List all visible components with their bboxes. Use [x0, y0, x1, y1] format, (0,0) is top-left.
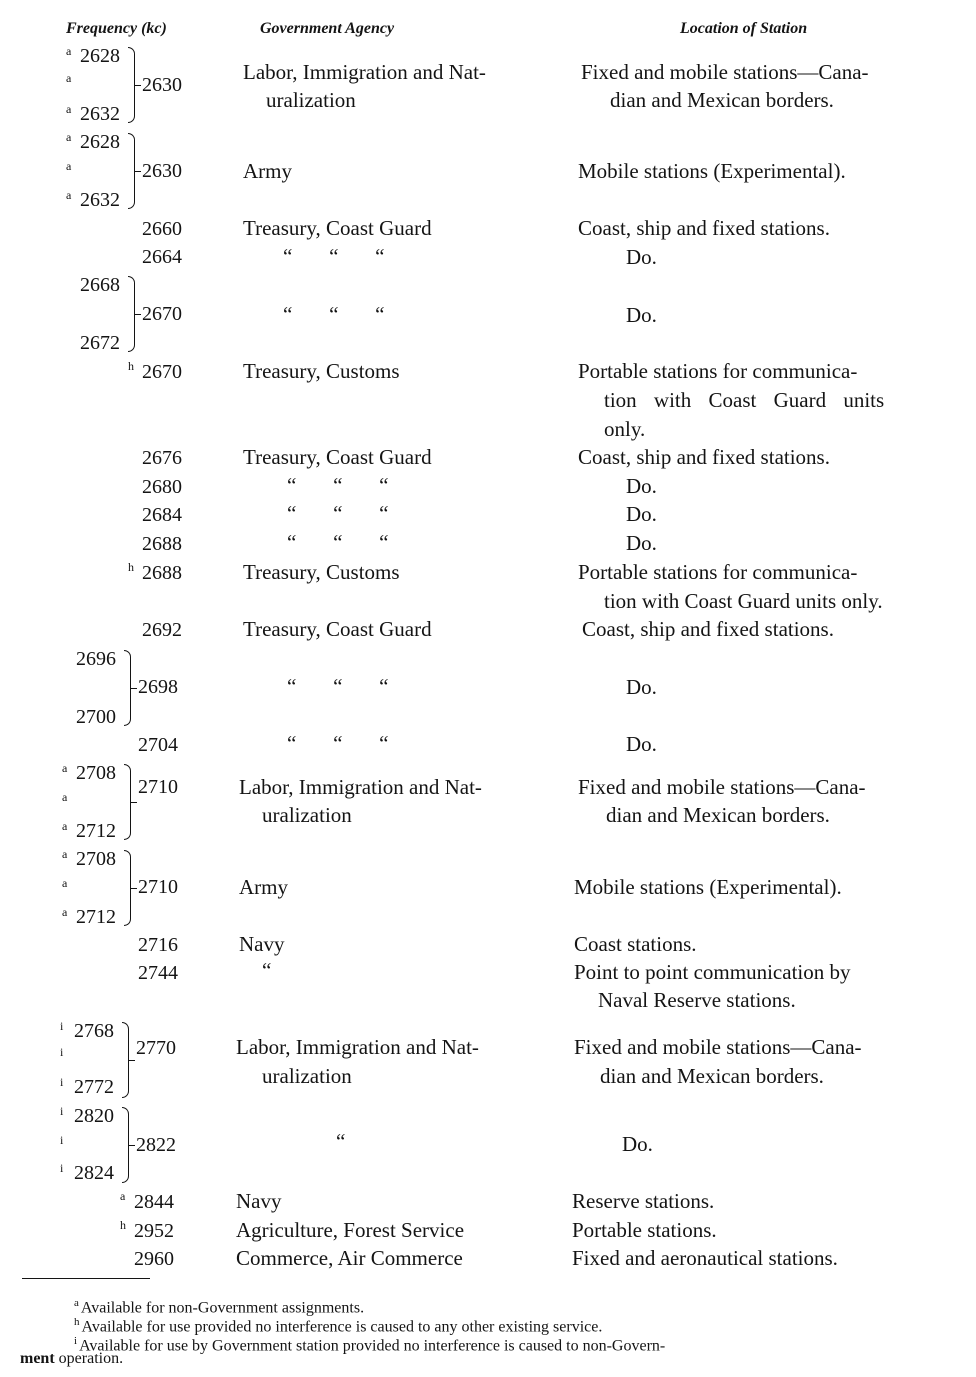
- footnote-mark: h: [74, 1316, 80, 1328]
- ditto-marks: “ “ “: [287, 731, 389, 755]
- frequency-start: 2668: [80, 274, 120, 296]
- footnote-mark: a: [62, 876, 68, 890]
- frequency-center: 2670: [142, 303, 182, 325]
- footnote-text: Available for use provided no interference is caused to any other existing service.: [81, 1318, 603, 1336]
- footnote-text-bold: ment: [20, 1350, 55, 1367]
- location-text: Point to point communication by: [574, 960, 851, 984]
- footnote-mark: i: [60, 1104, 64, 1118]
- footnote-text: Available for use by Government station provided no interference is caused to non-Govern-: [79, 1337, 666, 1355]
- agency-text: Commerce, Air Commerce: [236, 1246, 463, 1270]
- location-text: Reserve stations.: [572, 1189, 715, 1213]
- footnote-mark: i: [60, 1133, 64, 1147]
- frequency: 2716: [138, 934, 178, 956]
- location-text: Portable stations for communica-: [578, 560, 858, 584]
- frequency: 2692: [142, 619, 182, 641]
- footnote-mark: a: [62, 761, 68, 775]
- location-text: Fixed and mobile stations—Cana-: [581, 60, 869, 84]
- frequency-end: 2712: [76, 820, 116, 842]
- footnote-text: operation.: [54, 1350, 124, 1367]
- footnote-mark: a: [66, 44, 72, 58]
- frequency: 2952: [134, 1220, 174, 1242]
- header-agency: Government Agency: [260, 20, 395, 37]
- location-text: Mobile stations (Experimental).: [574, 875, 842, 899]
- footnote-mark: a: [66, 188, 72, 202]
- agency-text: Treasury, Coast Guard: [243, 216, 432, 240]
- agency-text: Treasury, Coast Guard: [243, 617, 432, 641]
- location-text: Fixed and aeronautical stations.: [572, 1246, 838, 1270]
- location-text: dian and Mexican borders.: [600, 1064, 824, 1088]
- bracket-brace: [124, 764, 131, 840]
- ditto-marks: “: [262, 958, 272, 982]
- location-text: Do.: [622, 1132, 653, 1156]
- frequency-end: 2712: [76, 906, 116, 928]
- frequency: 2660: [142, 218, 182, 240]
- frequency-start: 2768: [74, 1020, 114, 1042]
- agency-text: uralization: [262, 1064, 352, 1088]
- footnote-mark: h: [128, 560, 134, 574]
- bracket-brace: [128, 47, 135, 123]
- footnote-mark: a: [120, 1189, 126, 1203]
- footnote-mark: i: [60, 1045, 64, 1059]
- footnote-mark: i: [60, 1019, 64, 1033]
- bracket-brace: [128, 133, 135, 209]
- footnote-mark: a: [66, 159, 72, 173]
- location-text: Do.: [626, 303, 657, 327]
- frequency: 2744: [138, 962, 178, 984]
- frequency-end: 2632: [80, 189, 120, 211]
- bracket-brace: [124, 850, 131, 926]
- footnote-mark: a: [62, 847, 68, 861]
- frequency-center: 2630: [142, 160, 182, 182]
- footnote-i: [74, 1332, 665, 1355]
- location-text: Coast, ship and fixed stations.: [582, 617, 834, 641]
- footnote-mark: a: [66, 130, 72, 144]
- location-text: only.: [604, 417, 646, 441]
- frequency-start: 2708: [76, 848, 116, 870]
- location-text: dian and Mexican borders.: [606, 803, 830, 827]
- location-text: Mobile stations (Experimental).: [578, 159, 846, 183]
- frequency: 2684: [142, 504, 182, 526]
- agency-text: uralization: [266, 88, 356, 112]
- bracket-brace: [122, 1107, 129, 1183]
- frequency-end: 2700: [76, 706, 116, 728]
- footnote-mark: a: [62, 905, 68, 919]
- header-frequency: Frequency (kc): [66, 20, 167, 37]
- frequency-center: 2710: [138, 776, 178, 798]
- footnote-i-continued: [20, 1350, 123, 1368]
- location-text: Do.: [626, 675, 657, 699]
- footnote-divider: [22, 1278, 150, 1279]
- ditto-marks: “ “ “: [287, 530, 389, 554]
- footnote-mark: a: [66, 102, 72, 116]
- location-text: Naval Reserve stations.: [598, 988, 796, 1012]
- frequency: 2704: [138, 734, 178, 756]
- frequency-center: 2822: [136, 1134, 176, 1156]
- frequency-center: 2770: [136, 1037, 176, 1059]
- footnote-mark: a: [62, 790, 68, 804]
- agency-text: Treasury, Customs: [243, 560, 400, 584]
- agency-text: Labor, Immigration and Nat-: [243, 60, 486, 84]
- location-text: Coast, ship and fixed stations.: [578, 216, 830, 240]
- frequency-end: 2772: [74, 1076, 114, 1098]
- frequency-center: 2710: [138, 876, 178, 898]
- footnote-mark: i: [60, 1161, 64, 1175]
- bracket-brace: [122, 1022, 129, 1098]
- ditto-marks: “ “ “: [287, 473, 389, 497]
- frequency-end: 2672: [80, 332, 120, 354]
- agency-text: Agriculture, Forest Service: [236, 1218, 465, 1242]
- agency-text: Labor, Immigration and Nat-: [239, 775, 482, 799]
- frequency-center: 2698: [138, 676, 178, 698]
- location-text: Coast, ship and fixed stations.: [578, 445, 830, 469]
- location-text: Do.: [626, 531, 657, 555]
- location-text: tion with Coast Guard units: [604, 388, 885, 412]
- location-text: Coast stations.: [574, 932, 697, 956]
- ditto-marks: “ “ “: [287, 501, 389, 525]
- frequency: 2664: [142, 246, 182, 268]
- agency-text: Treasury, Customs: [243, 359, 400, 383]
- agency-text: uralization: [262, 803, 352, 827]
- location-text: tion with Coast Guard units only.: [604, 589, 883, 613]
- agency-text: Navy: [236, 1189, 282, 1213]
- location-text: Do.: [626, 502, 657, 526]
- location-text: dian and Mexican borders.: [610, 88, 834, 112]
- location-text: Do.: [626, 245, 657, 269]
- frequency-start: 2628: [80, 45, 120, 67]
- footnote-text: Available for non-Government assignments.: [80, 1299, 365, 1317]
- footnote-mark: a: [62, 819, 68, 833]
- ditto-marks: “: [336, 1129, 346, 1153]
- bracket-brace: [128, 276, 135, 352]
- location-text: Fixed and mobile stations—Cana-: [574, 1035, 862, 1059]
- frequency: 2680: [142, 476, 182, 498]
- ditto-marks: “ “ “: [287, 674, 389, 698]
- frequency: 2670: [142, 361, 182, 383]
- header-location: Location of Station: [680, 20, 808, 37]
- agency-text: Navy: [239, 932, 285, 956]
- location-text: Fixed and mobile stations—Cana-: [578, 775, 866, 799]
- frequency-start: 2708: [76, 762, 116, 784]
- footnote-mark: i: [60, 1075, 64, 1089]
- footnote-mark: a: [66, 71, 72, 85]
- frequency-start: 2628: [80, 131, 120, 153]
- bracket-brace: [124, 650, 131, 726]
- frequency: 2960: [134, 1248, 174, 1270]
- frequency-end: 2824: [74, 1162, 114, 1184]
- location-text: Portable stations for communica-: [578, 359, 858, 383]
- frequency: 2688: [142, 533, 182, 555]
- agency-text: Treasury, Coast Guard: [243, 445, 432, 469]
- ditto-marks: “ “ “: [283, 302, 385, 326]
- footnote-mark: a: [74, 1297, 79, 1309]
- agency-text: Labor, Immigration and Nat-: [236, 1035, 479, 1059]
- frequency: 2844: [134, 1191, 174, 1213]
- frequency-end: 2632: [80, 103, 120, 125]
- agency-text: Army: [239, 875, 288, 899]
- footnote-mark: h: [120, 1218, 126, 1232]
- footnote-mark: h: [128, 359, 134, 373]
- agency-text: Army: [243, 159, 292, 183]
- frequency-start: 2820: [74, 1105, 114, 1127]
- frequency-start: 2696: [76, 648, 116, 670]
- ditto-marks: “ “ “: [283, 244, 385, 268]
- frequency: 2688: [142, 562, 182, 584]
- frequency-center: 2630: [142, 74, 182, 96]
- footnote-mark: i: [74, 1335, 78, 1347]
- location-text: Do.: [626, 732, 657, 756]
- frequency: 2676: [142, 447, 182, 469]
- location-text: Portable stations.: [572, 1218, 717, 1242]
- location-text: Do.: [626, 474, 657, 498]
